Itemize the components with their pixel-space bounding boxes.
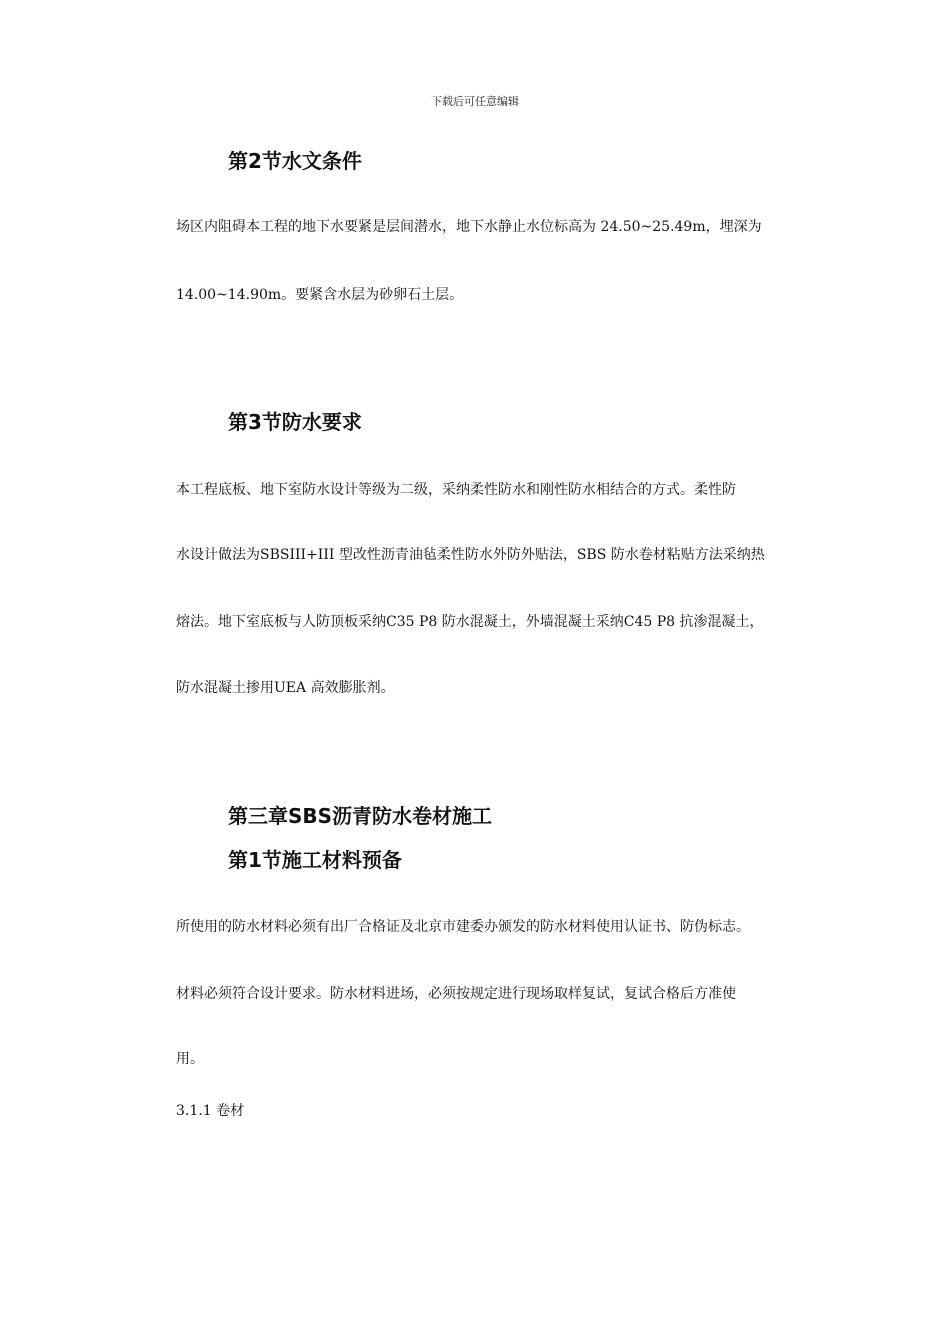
paragraph-line: 所使用的防水材料必须有出厂合格证及北京市建委办颁发的防水材料使用认证书、防伪标志。 xyxy=(176,919,750,935)
paragraph-line: 14.00~14.90m。要紧含水层为砂卵石土层。 xyxy=(176,287,464,303)
paragraph-line: 水设计做法为SBSIII+III 型改性沥青油毡柔性防水外防外贴法，SBS 防水卷材粘贴方法采纳热 xyxy=(176,547,765,563)
paragraph-line: 熔法。地下室底板与人防顶板采纳C35 P8 防水混凝土，外墙混凝土采纳C45 P8 抗渗混凝土， xyxy=(176,614,764,630)
section-heading-materials: 第1节施工材料预备 xyxy=(228,848,402,872)
page-header-note: 下载后可任意编辑 xyxy=(431,95,519,108)
paragraph-line: 场区内阻碍本工程的地下水要紧是层间潜水，地下水静止水位标高为 24.50~25.49m，埋深为 xyxy=(176,219,762,235)
chapter-heading: 第三章SBS沥青防水卷材施工 xyxy=(228,804,493,828)
paragraph-line: 防水混凝土掺用UEA 高效膨胀剂。 xyxy=(176,680,395,696)
paragraph-line: 本工程底板、地下室防水设计等级为二级，采纳柔性防水和刚性防水相结合的方式。柔性防 xyxy=(176,482,736,498)
section-heading-hydrology: 第2节水文条件 xyxy=(228,149,362,173)
section-heading-waterproofing: 第3节防水要求 xyxy=(228,410,362,434)
paragraph-line: 用。 xyxy=(176,1051,204,1067)
paragraph-line: 材料必须符合设计要求。防水材料进场，必须按规定进行现场取样复试，复试合格后方准使 xyxy=(176,986,736,1002)
subsection-label: 3.1.1 卷材 xyxy=(176,1103,245,1119)
